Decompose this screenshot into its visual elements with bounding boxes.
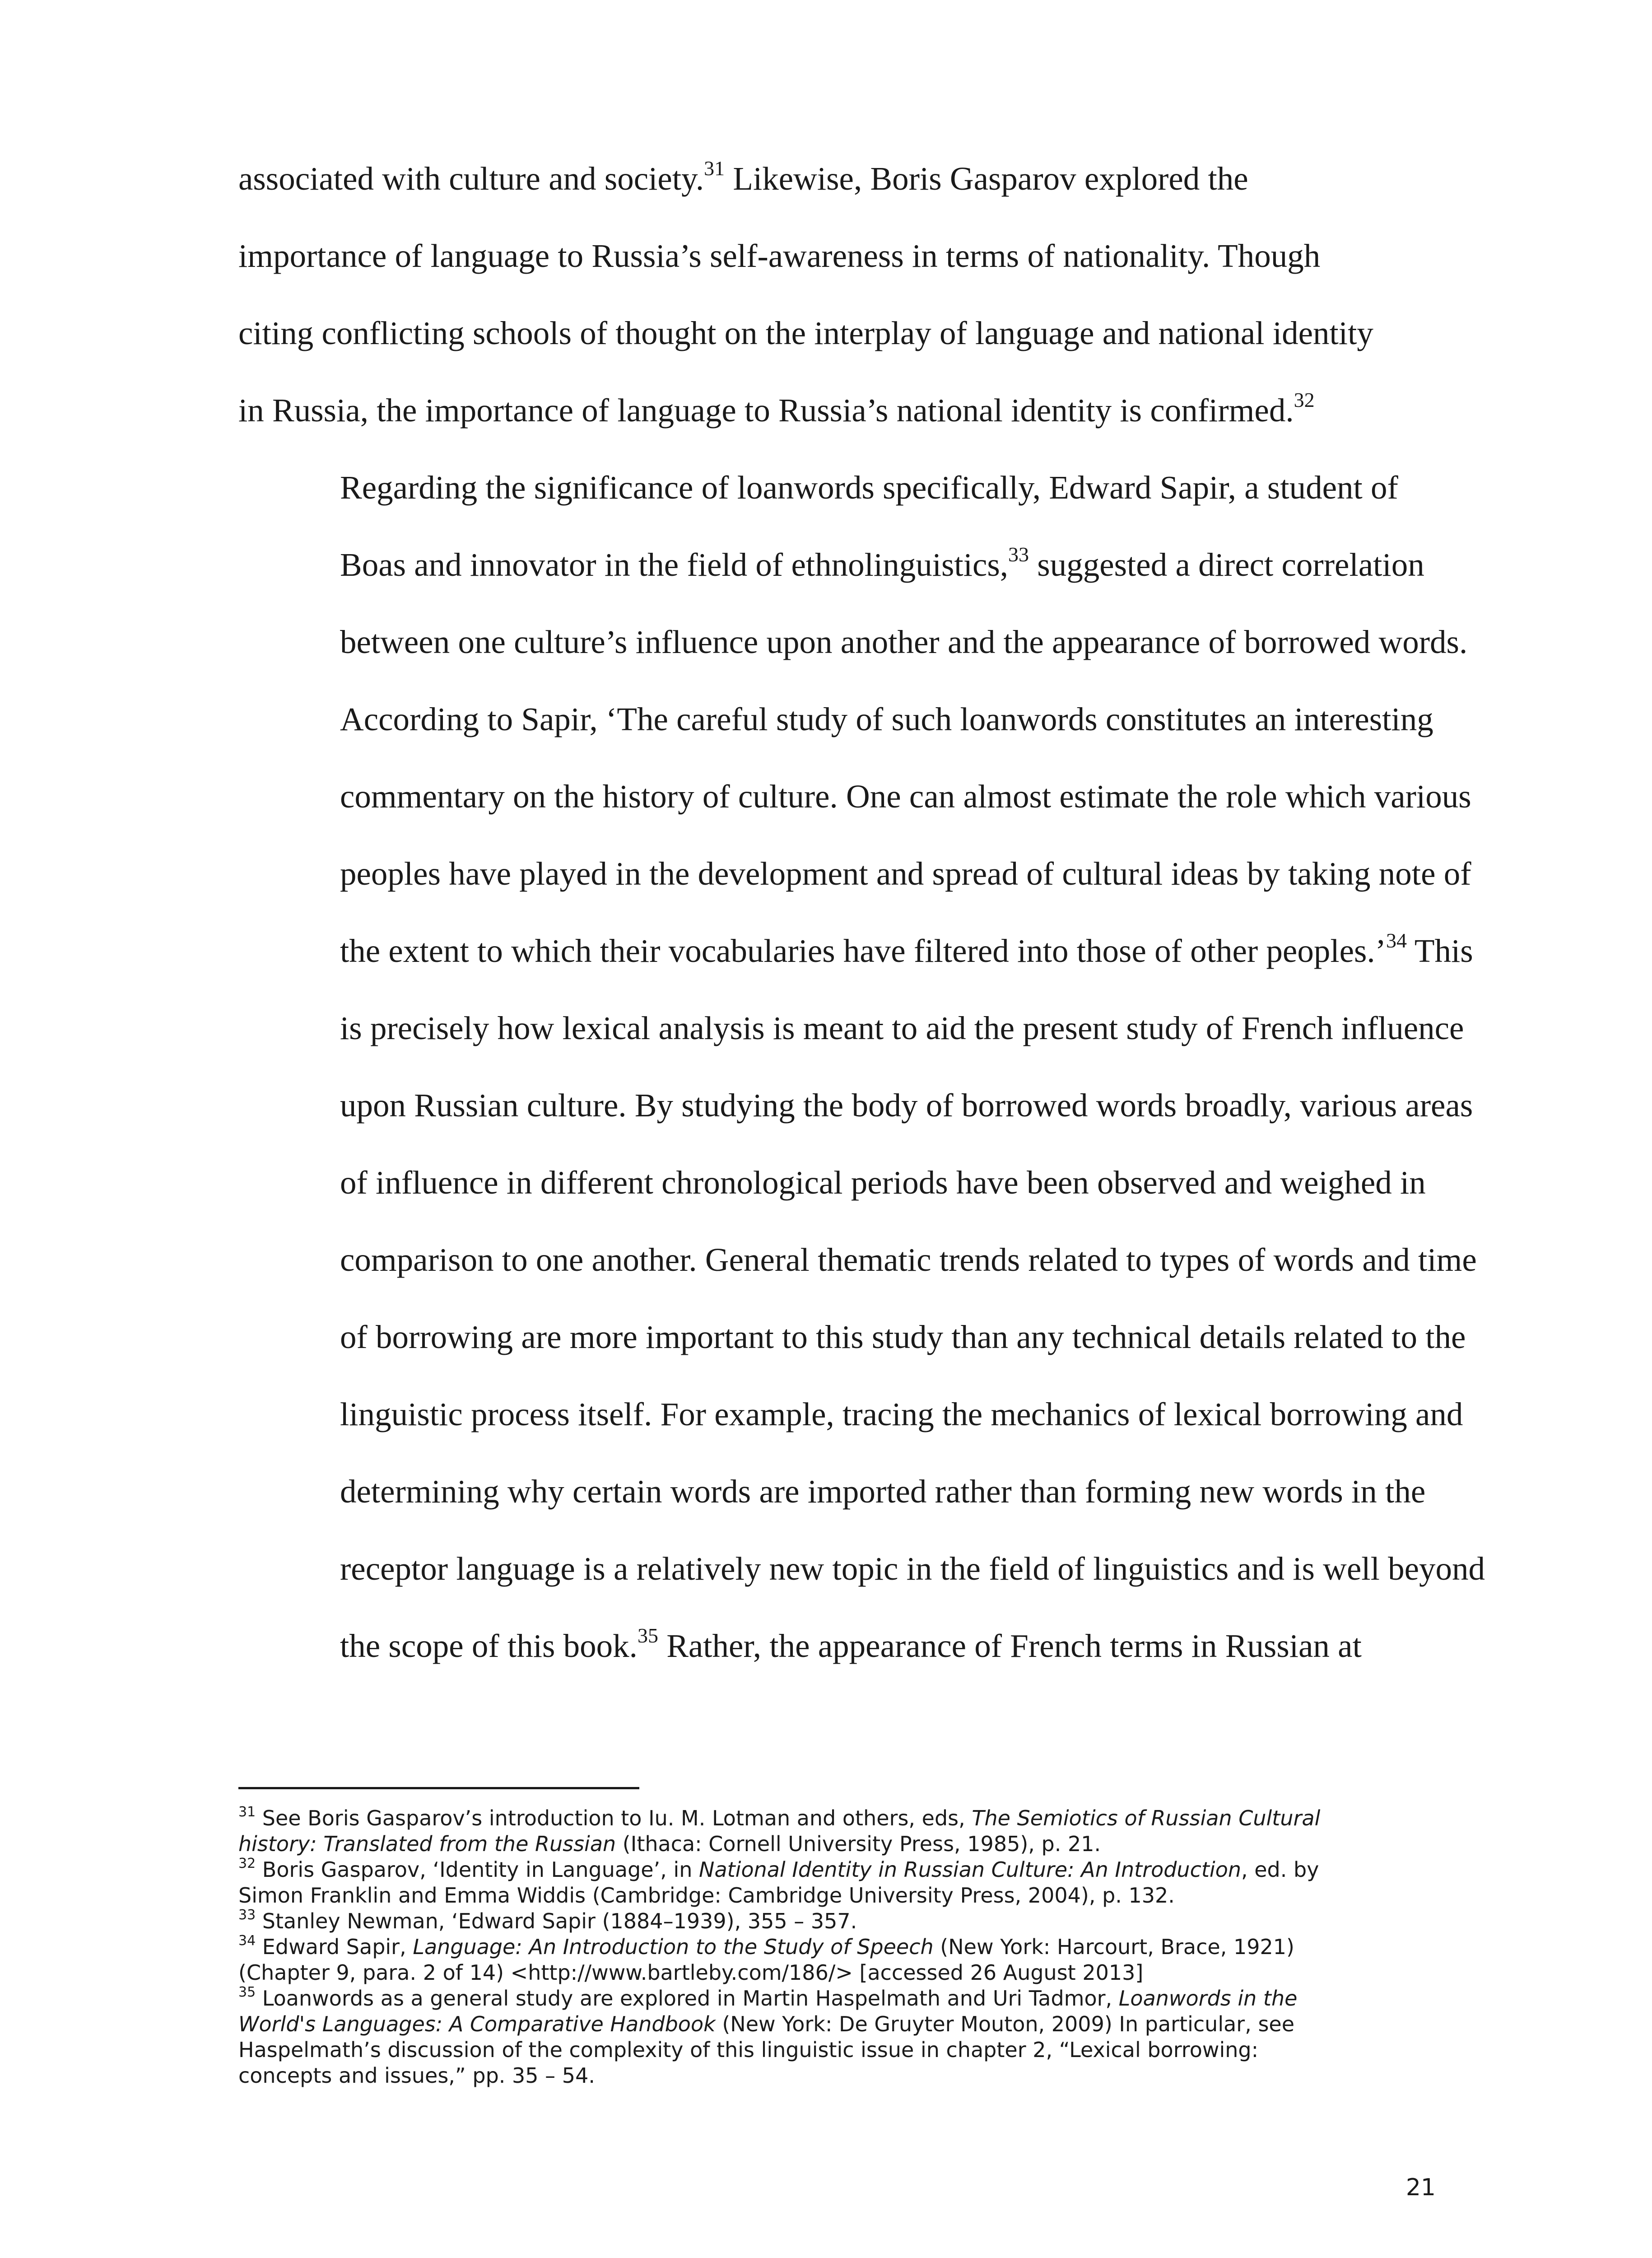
footnote-line <box>238 1934 1475 1960</box>
text-run: Boris Gasparov, ‘Identity in Language’, in <box>256 1857 699 1882</box>
footnote-number: 31 <box>238 1804 256 1820</box>
text-run: determining why certain words are imported rather than forming new words in the <box>340 1473 1426 1510</box>
italic-title: history: Translated from the Russian <box>238 1832 616 1856</box>
text-run: the extent to which their vocabularies have filtered into those of other peoples.’ <box>340 933 1386 969</box>
footnote-reference: 33 <box>1008 543 1029 566</box>
text-run: Stanley Newman, ‘Edward Sapir (1884–1939), 355 – 357. <box>256 1909 857 1933</box>
text-run: the scope of this book. <box>340 1628 638 1664</box>
text-run: commentary on the history of culture. One can almost estimate the role which various <box>340 778 1471 815</box>
text-run: suggested a direct correlation <box>1029 546 1424 583</box>
italic-title: World's Languages: A Comparative Handbook <box>238 2012 716 2036</box>
footnote-line <box>238 1960 1475 1986</box>
text-run: (Ithaca: Cornell University Press, 1985), p. 21. <box>616 1832 1101 1856</box>
text-run: According to Sapir, ‘The careful study of such loanwords constitutes an interesting <box>340 701 1433 737</box>
text-run: citing conflicting schools of thought on the interplay of language and national identity <box>238 315 1373 351</box>
text-line <box>238 1298 1466 1376</box>
text-run: (New York: Harcourt, Brace, 1921) <box>933 1935 1294 1959</box>
footnote-separator-rule <box>238 1787 639 1789</box>
text-line <box>238 140 1457 217</box>
footnote-line <box>238 1831 1475 1857</box>
text-line <box>238 294 1457 372</box>
text-run: receptor language is a relatively new topic in the field of linguistics and is well beyond <box>340 1550 1485 1587</box>
text-run: between one culture’s influence upon another and the appearance of borrowed words. <box>340 624 1468 660</box>
footnote-line <box>238 1805 1475 1831</box>
text-run: upon Russian culture. By studying the body of borrowed words broadly, various areas <box>340 1087 1473 1124</box>
footnote-number: 35 <box>238 1984 256 2000</box>
text-run: (Chapter 9, para. 2 of 14) <http://www.bartleby.com/186/> [accessed 26 August 2013] <box>238 1960 1144 1985</box>
italic-title: The Semiotics of Russian Cultural <box>972 1806 1321 1830</box>
text-run: peoples have played in the development and spread of cultural ideas by taking note of <box>340 855 1471 892</box>
text-run: See Boris Gasparov’s introduction to Iu. M. Lotman and others, eds, <box>256 1806 972 1830</box>
italic-title: Loanwords in the <box>1118 1986 1298 2011</box>
text-line <box>238 989 1464 1067</box>
text-run: , ed. by <box>1241 1857 1319 1882</box>
footnotes <box>238 1805 1475 2089</box>
text-run: (New York: De Gruyter Mouton, 2009) In particular, see <box>715 2012 1295 2036</box>
footnote-33 <box>238 1908 1475 1934</box>
text-run: Rather, the appearance of French terms in Russian at <box>658 1628 1362 1664</box>
text-line <box>238 758 1471 835</box>
text-line <box>238 1221 1477 1298</box>
footnote-line <box>238 2063 1475 2089</box>
text-run: Edward Sapir, <box>256 1935 413 1959</box>
text-run: is precisely how lexical analysis is meant to aid the present study of French influence <box>340 1010 1464 1046</box>
text-run: importance of language to Russia’s self-awareness in terms of nationality. Though <box>238 238 1321 274</box>
text-line <box>238 449 1457 526</box>
footnote-31 <box>238 1805 1475 1857</box>
text-line <box>238 526 1457 603</box>
text-run: comparison to one another. General thematic trends related to types of words and time <box>340 1241 1477 1278</box>
text-run: of influence in different chronological periods have been observed and weighed in <box>340 1164 1426 1201</box>
text-line <box>238 217 1457 294</box>
italic-title: National Identity in Russian Culture: An Introduction <box>699 1857 1241 1882</box>
text-line <box>238 835 1471 912</box>
text-run: of borrowing are more important to this study than any technical details related to the <box>340 1319 1466 1355</box>
footnote-reference: 34 <box>1386 929 1407 952</box>
footnote-line <box>238 2037 1475 2063</box>
footnote-number: 34 <box>238 1933 256 1949</box>
text-line <box>238 1607 1457 1684</box>
text-run: Simon Franklin and Emma Widdis (Cambridge: Cambridge University Press, 2004), p. 132. <box>238 1883 1175 1908</box>
text-run: Loanwords as a general study are explored in Martin Haspelmath and Uri Tadmor, <box>256 1986 1119 2011</box>
footnote-line <box>238 1908 1475 1934</box>
text-run: in Russia, the importance of language to Russia’s national identity is confirmed. <box>238 392 1294 429</box>
text-run: Likewise, Boris Gasparov explored the <box>725 160 1248 197</box>
footnote-number: 32 <box>238 1856 256 1871</box>
text-line <box>238 603 1468 681</box>
text-line <box>238 912 1473 989</box>
body-paragraph <box>238 449 1485 1684</box>
text-run: associated with culture and society. <box>238 160 704 197</box>
body-text <box>238 140 1485 1684</box>
italic-title: Language: An Introduction to the Study of Speech <box>413 1935 934 1959</box>
page-number: 21 <box>1405 2174 1436 2201</box>
text-line <box>238 1376 1463 1453</box>
footnote-line <box>238 1986 1475 2011</box>
text-run: concepts and issues,” pp. 35 – 54. <box>238 2063 595 2088</box>
footnote-line <box>238 2011 1475 2037</box>
footnote-reference: 31 <box>704 157 725 180</box>
text-line <box>238 1530 1485 1607</box>
text-line <box>238 372 1457 449</box>
footnote-line <box>238 1857 1475 1883</box>
text-run: Regarding the significance of loanwords specifically, Edward Sapir, a student of <box>340 469 1398 506</box>
text-line <box>238 1453 1457 1530</box>
text-run: Haspelmath’s discussion of the complexity of this linguistic issue in chapter 2, “Lexical borrowing: <box>238 2038 1259 2062</box>
text-run: Boas and innovator in the field of ethnolinguistics, <box>340 546 1009 583</box>
text-run: linguistic process itself. For example, tracing the mechanics of lexical borrowing and <box>340 1396 1463 1432</box>
text-run: This <box>1406 933 1473 969</box>
footnote-34 <box>238 1934 1475 1986</box>
footnote-line <box>238 1883 1475 1908</box>
body-paragraph <box>238 140 1457 449</box>
text-line <box>238 681 1457 758</box>
footnote-number: 33 <box>238 1907 256 1923</box>
footnote-32 <box>238 1857 1475 1908</box>
text-line <box>238 1144 1457 1221</box>
footnote-35 <box>238 1986 1475 2089</box>
text-line <box>238 1067 1473 1144</box>
footnote-reference: 35 <box>637 1624 658 1647</box>
footnote-reference: 32 <box>1294 388 1315 411</box>
